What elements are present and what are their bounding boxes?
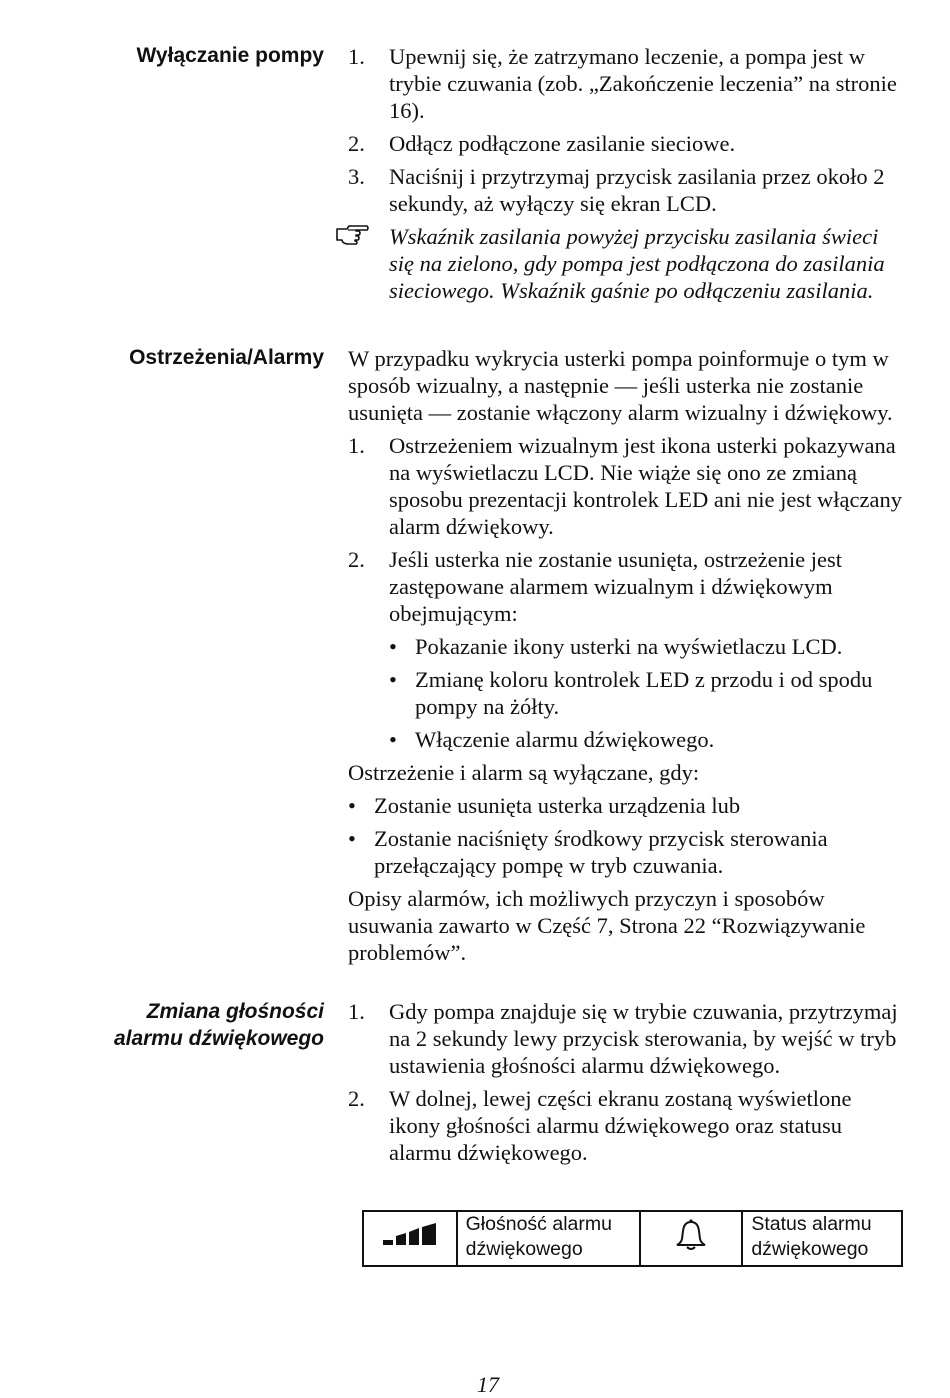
icon-legend-table [362, 1210, 903, 1267]
bullet-item [348, 633, 908, 660]
alarms-off-intro: Ostrzeżenie i alarm są wyłączane, gdy: [348, 760, 700, 785]
list-item [348, 1085, 908, 1166]
section-volume [348, 998, 908, 1172]
page-number: 17 [477, 1372, 499, 1397]
section-pump-off [348, 43, 908, 310]
note-text: Wskaźnik zasilania powyżej przycisku zasilania świeci się na zielono, gdy pompa jest podłączona do zasilania sieciowego. Wskaźnik gaśnie po odłączeniu zasilania. [389, 224, 885, 303]
step-number: 1. [348, 44, 365, 69]
step-text: Gdy pompa znajduje się w trybie czuwania, przytrzymaj na 2 sekundy lewy przycisk sterowania, by wejść w tryb ustawienia głośności alarmu dźwiękowego. [389, 999, 898, 1078]
bullet-text: Pokazanie ikony usterki na wyświetlaczu LCD. [415, 634, 843, 659]
bullet: • [348, 793, 356, 818]
volume-icon-cell [363, 1211, 457, 1266]
heading-volume-line1: Zmiana głośności [146, 1000, 324, 1023]
bullet-text: Zmianę koloru kontrolek LED z przodu i od spodu pompy na żółty. [415, 667, 873, 719]
heading-alarms: Ostrzeżenia/Alarmy [129, 346, 324, 369]
bell-icon [674, 1218, 708, 1252]
step-text: Odłącz podłączone zasilanie sieciowe. [389, 131, 736, 156]
volume-label-line2: dźwiękowego [465, 1238, 583, 1260]
heading-volume [114, 998, 324, 1052]
volume-label-cell [457, 1211, 640, 1266]
pointing-hand-icon [334, 220, 370, 246]
step-number: 1. [348, 433, 365, 458]
bullet-item [348, 726, 908, 753]
list-item [348, 546, 908, 627]
bullet-text: Zostanie naciśnięty środkowy przycisk sterowania przełączający pompę w tryb czuwania. [374, 826, 828, 878]
step-number: 2. [348, 1086, 365, 1111]
status-label-cell [742, 1211, 902, 1266]
bullet: • [389, 634, 397, 659]
step-text: Ostrzeżeniem wizualnym jest ikona usterki pokazywana na wyświetlaczu LCD. Nie wiąże się ono ze zmianą sposobu prezentacji kontrolek LED ani nie jest włączany alarm dźwiękowy. [389, 433, 902, 539]
bullet: • [348, 826, 356, 851]
step-text: Jeśli usterka nie zostanie usunięta, ostrzeżenie jest zastępowane alarmem wizualnym i dźwiękowym obejmującym: [389, 547, 842, 626]
step-number: 2. [348, 131, 365, 156]
bullet: • [389, 727, 397, 752]
bell-icon-cell [640, 1211, 742, 1266]
list-item [348, 432, 908, 540]
step-text: Naciśnij i przytrzymaj przycisk zasilania przez około 2 sekundy, aż wyłączy się ekran LCD. [389, 164, 885, 216]
alarms-reference: Opisy alarmów, ich możliwych przyczyn i sposobów usuwania zawarto w Część 7, Strona 22 “Rozwiązywanie problemów”. [348, 886, 866, 965]
heading-pump-off: Wyłączanie pompy [136, 44, 324, 67]
list-item [348, 130, 908, 157]
bullet-text: Zostanie usunięta usterka urządzenia lub [374, 793, 741, 818]
bullet-text: Włączenie alarmu dźwiękowego. [415, 727, 715, 752]
step-number: 2. [348, 547, 365, 572]
status-label-line1: Status alarmu [751, 1213, 872, 1235]
step-number: 1. [348, 999, 365, 1024]
step-text: W dolnej, lewej części ekranu zostaną wyświetlone ikony głośności alarmu dźwiękowego oraz statusu alarmu dźwiękowego. [389, 1086, 852, 1165]
note [348, 223, 908, 304]
bullet-item [348, 825, 908, 879]
list-item [348, 163, 908, 217]
volume-bars-icon [381, 1222, 439, 1248]
heading-volume-line2: alarmu dźwiękowego [113, 1027, 324, 1050]
bullet-item [348, 792, 908, 819]
list-item [348, 43, 908, 124]
bullet-item [348, 666, 908, 720]
volume-label-line1: Głośność alarmu [465, 1213, 612, 1235]
list-item [348, 998, 908, 1079]
alarms-intro: W przypadku wykrycia usterki pompa poinformuje o tym w sposób wizualny, a następnie — jeśli usterka nie zostanie usunięta — zostanie włączony alarm wizualny i dźwiękowy. [348, 346, 893, 425]
step-number: 3. [348, 164, 365, 189]
section-alarms [348, 345, 908, 972]
step-text: Upewnij się, że zatrzymano leczenie, a pompa jest w trybie czuwania (zob. „Zakończenie leczenia” na stronie 16). [389, 44, 897, 123]
bullet: • [389, 667, 397, 692]
status-label-line2: dźwiękowego [751, 1238, 869, 1260]
